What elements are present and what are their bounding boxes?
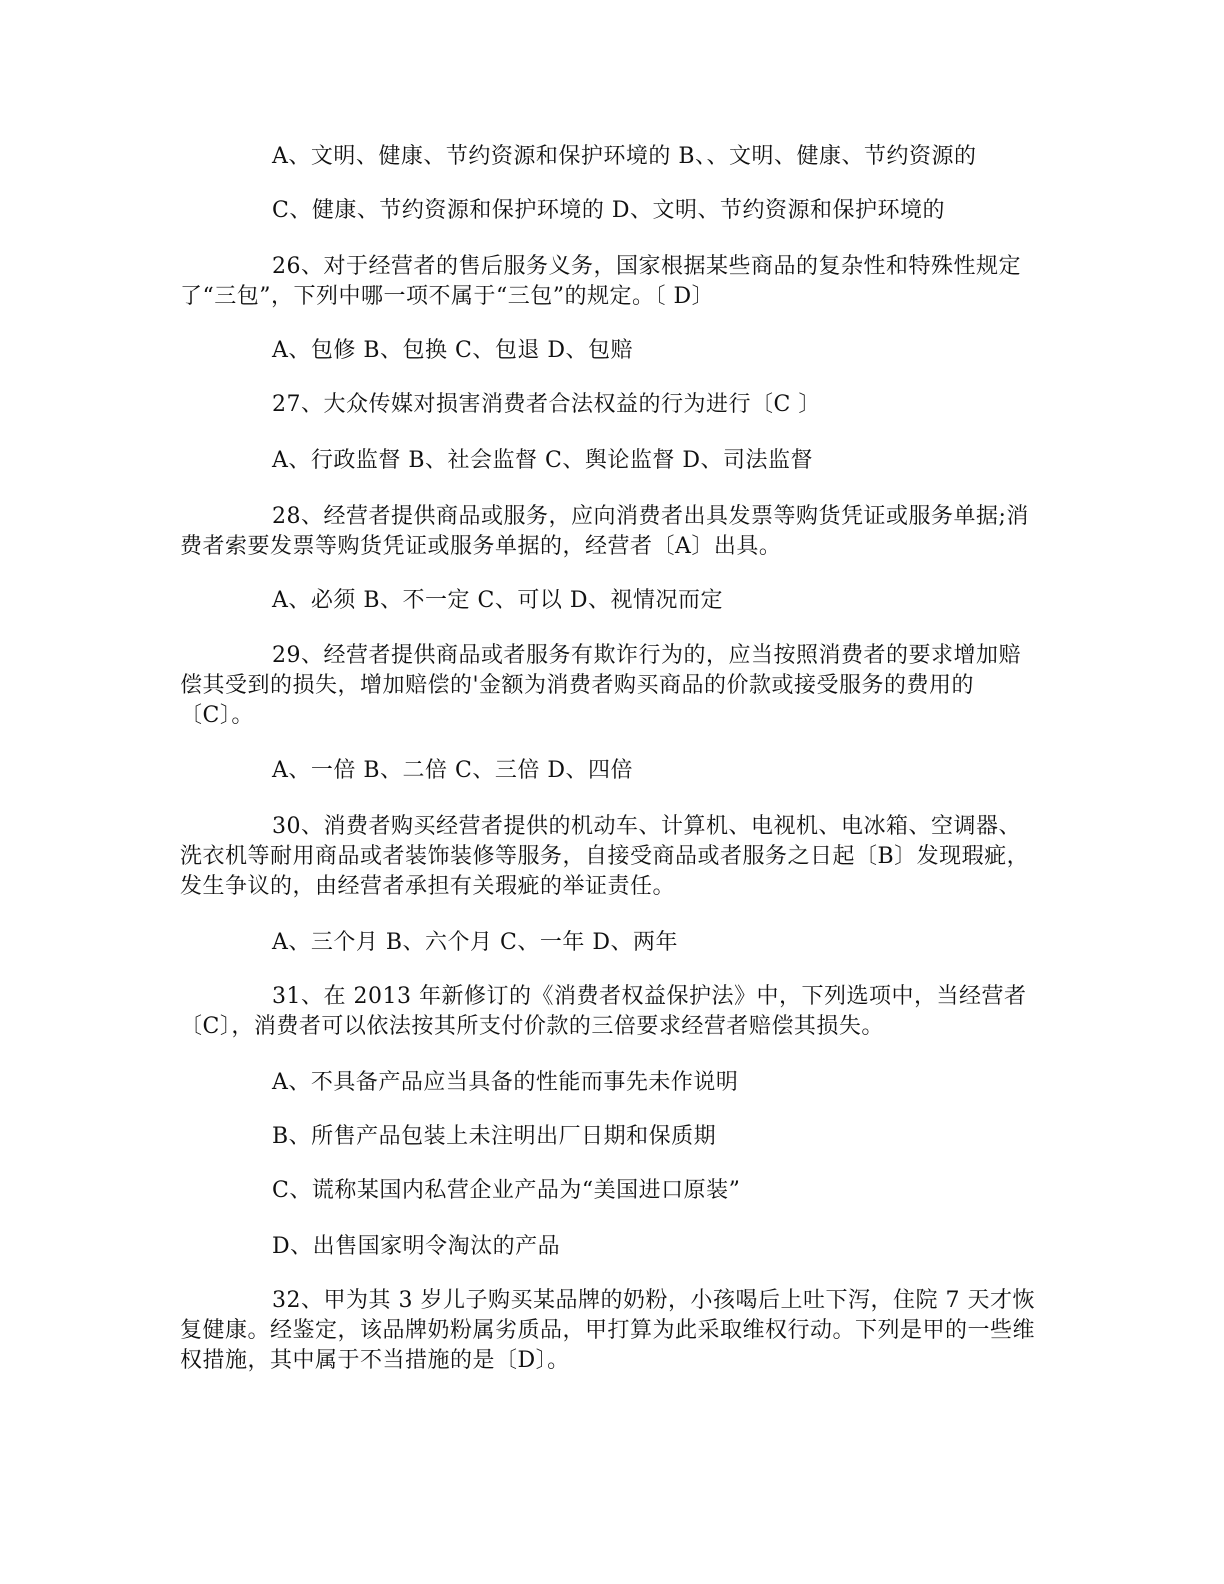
option-line-25-ab: A、文明、健康、节约资源和保护环境的 B、、文明、健康、节约资源的 [272,144,977,169]
question-29: 29、经营者提供商品或者服务有欺诈行为的，应当按照消费者的要求增加赔偿其受到的损失，增加赔偿的'金额为消费者购买商品的价款或接受服务的费用的〔C〕。 [180,643,1021,728]
option-31-c: C、谎称某国内私营企业产品为“美国进口原装” [272,1178,741,1203]
options-27: A、行政监督 B、社会监督 C、舆论监督 D、司法监督 [272,448,814,473]
option-31-b: B、所售产品包装上未注明出厂日期和保质期 [272,1124,717,1149]
options-28: A、必须 B、不一定 C、可以 D、视情况而定 [272,588,724,613]
question-26: 26、对于经营者的售后服务义务，国家根据某些商品的复杂性和特殊性规定了“三包”，下列中哪一项不属于“三包”的规定。〔 D〕 [180,254,1021,309]
options-26: A、包修 B、包换 C、包退 D、包赔 [272,338,634,363]
options-30: A、三个月 B、六个月 C、一年 D、两年 [272,930,679,955]
question-30: 30、消费者购买经营者提供的机动车、计算机、电视机、电冰箱、空调器、洗衣机等耐用商品或者装饰装修等服务，自接受商品或者服务之日起〔B〕发现瑕疵，发生争议的，由经营者承担有关瑕疵的举证责任。 [180,814,1030,899]
question-32: 32、甲为其 3 岁儿子购买某品牌的奶粉，小孩喝后上吐下泻，住院 7 天才恢复健康。经鉴定，该品牌奶粉属劣质品，甲打算为此采取维权行动。下列是甲的一些维权措施，其中属于不当措施的是〔D〕。 [180,1288,1036,1373]
option-line-25-cd: C、健康、节约资源和保护环境的 D、文明、节约资源和保护环境的 [272,198,945,223]
option-31-a: A、不具备产品应当具备的性能而事先未作说明 [272,1070,739,1095]
option-31-d: D、出售国家明令淘汰的产品 [272,1234,561,1259]
question-31: 31、在 2013 年新修订的《消费者权益保护法》中，下列选项中，当经营者〔C〕，消费者可以依法按其所支付价款的三倍要求经营者赔偿其损失。 [180,984,1027,1039]
question-27: 27、大众传媒对损害消费者合法权益的行为进行〔C 〕 [272,392,821,417]
question-28: 28、经营者提供商品或服务，应向消费者出具发票等购货凭证或服务单据;消费者索要发票等购货凭证或服务单据的，经营者〔A〕出具。 [180,504,1029,559]
options-29: A、一倍 B、二倍 C、三倍 D、四倍 [272,758,634,783]
